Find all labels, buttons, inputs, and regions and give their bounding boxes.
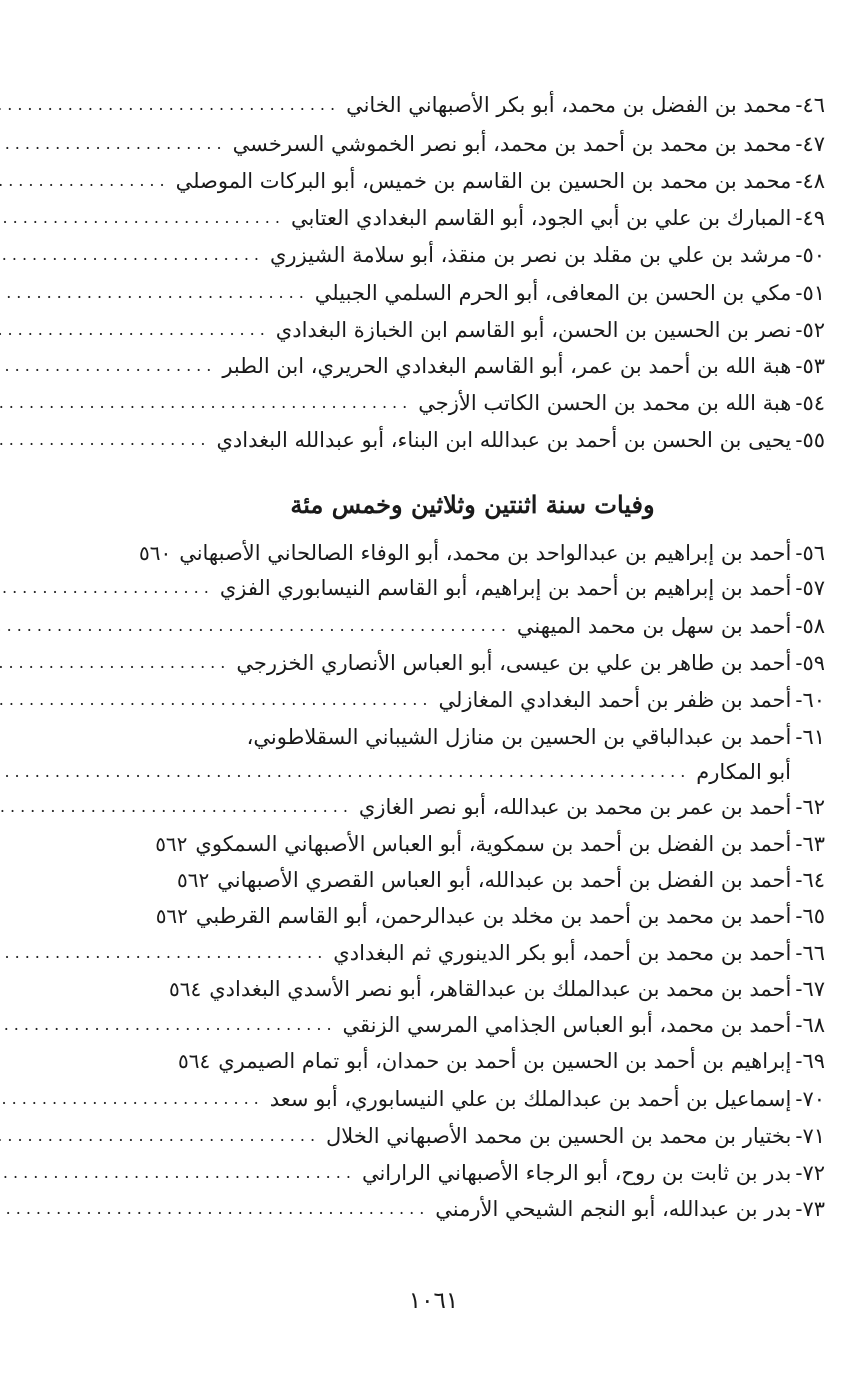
entry-number: ٥٩-: [795, 651, 825, 675]
entry-text: محمد بن محمد بن أحمد بن محمد، أبو نصر الخموشي السرخسي: [232, 132, 792, 156]
entry-number: ٦٢-: [795, 795, 825, 819]
entry-row: [80, 1044, 825, 1078]
entry-number: ٦٦-: [795, 941, 825, 965]
entry-row: [80, 349, 825, 383]
entry-text: أحمد بن عمر بن محمد بن عبدالله، أبو نصر الغازي: [358, 795, 792, 819]
leader-dots: [0, 358, 216, 374]
leader-dots: [0, 322, 270, 338]
entry-row: [80, 164, 825, 198]
entry-text: أحمد بن محمد، أبو العباس الجذامي المرسي الزنقي: [342, 1013, 792, 1037]
entry-number: ٦١-: [795, 725, 825, 749]
entry-number: ٦٨-: [795, 1013, 825, 1037]
leader-dots: [0, 764, 690, 780]
entry-row-continuation: [80, 755, 825, 789]
entry-number: ٦٥-: [795, 904, 825, 928]
entry-text: أحمد بن الفضل بن أحمد بن عبدالله، أبو العباس القصري الأصبهاني: [217, 868, 792, 892]
entry-text: أحمد بن سهل بن محمد الميهني: [516, 614, 792, 638]
entry-page: ٥٦٤: [178, 1049, 211, 1073]
leader-dots: [0, 97, 340, 113]
entry-row: [80, 646, 825, 680]
entry-text: أحمد بن الفضل بن أحمد بن سمكوية، أبو العباس الأصبهاني السمكوي: [195, 832, 792, 856]
entry-row: [80, 972, 825, 1006]
entry-text: بختيار بن محمد بن الحسين بن محمد الأصبهاني الخلال: [326, 1124, 792, 1148]
entry-number: ٦٩-: [795, 1049, 825, 1073]
leader-dots: [0, 1128, 320, 1144]
entry-number: ٥٣-: [795, 354, 825, 378]
leader-dots: [0, 432, 211, 448]
entry-number: ٥١-: [795, 281, 825, 305]
entry-page: ٥٦٠: [138, 541, 172, 565]
leader-dots: [0, 395, 412, 411]
entry-number: ٧١-: [795, 1124, 825, 1148]
entry-row: [80, 790, 825, 824]
entry-page: ٥٦٢: [177, 868, 210, 892]
entry-number: ٥٢-: [795, 318, 825, 342]
leader-dots: [0, 136, 227, 152]
section-heading: [80, 490, 825, 519]
entry-number: ٥٧-: [795, 576, 825, 600]
entry-row: [80, 238, 825, 272]
entry-text: أحمد بن محمد بن أحمد، أبو بكر الدينوري ثم البغدادي: [333, 941, 792, 965]
entry-text: نصر بن الحسين بن الحسن، أبو القاسم ابن الخبازة البغدادي: [275, 318, 792, 342]
leader-dots: [0, 210, 285, 226]
entry-row: [80, 827, 825, 861]
entry-text: بدر بن عبدالله، أبو النجم الشيحي الأرمني: [435, 1197, 792, 1221]
leader-dots: [0, 1091, 264, 1107]
entry-row: [80, 1119, 825, 1153]
entry-text: أحمد بن عبدالباقي بن الحسين بن منازل الشيباني السقلاطوني،: [246, 725, 792, 749]
leader-dots: [0, 692, 432, 708]
entry-number: ٤٦-: [795, 93, 825, 117]
entry-number: ٤٩-: [795, 206, 825, 230]
entry-row: [80, 899, 825, 933]
entry-number: ٦٣-: [795, 832, 825, 856]
entry-text: يحيى بن الحسن بن أحمد بن عبدالله ابن البناء، أبو عبدالله البغدادي: [216, 428, 792, 452]
entry-number: ٥٠-: [795, 243, 825, 267]
entry-page: ٥٦٤: [169, 977, 202, 1001]
leader-dots: [0, 799, 353, 815]
entry-number: ٦٧-: [795, 977, 825, 1001]
entry-number: ٧٠-: [795, 1087, 825, 1111]
leader-dots: [0, 945, 327, 961]
entry-text: أحمد بن إبراهيم بن أحمد بن إبراهيم، أبو القاسم النيسابوري الفزي: [219, 576, 792, 600]
entry-page: ٥٦٢: [155, 832, 188, 856]
entry-text: هبة الله بن محمد بن الحسن الكاتب الأزجي: [418, 391, 792, 415]
section-heading-text: وفيات سنة اثنتين وثلاثين وخمس مئة: [290, 490, 655, 519]
entry-row: [80, 276, 825, 310]
entry-text: مرشد بن علي بن مقلد بن نصر بن منقذ، أبو سلامة الشيزري: [270, 243, 792, 267]
leader-dots: [0, 173, 170, 189]
entry-row: [80, 683, 825, 717]
entry-row: [80, 386, 825, 420]
entry-text: إسماعيل بن أحمد بن عبدالملك بن علي النيسابوري، أبو سعد: [269, 1087, 792, 1111]
entry-number: ٦٤-: [795, 868, 825, 892]
entry-text: محمد بن محمد بن الحسين بن القاسم بن خميس، أبو البركات الموصلي: [175, 169, 792, 193]
leader-dots: [0, 1165, 356, 1181]
entry-row: [80, 127, 825, 161]
entry-row: [80, 1008, 825, 1042]
entry-text: أحمد بن محمد بن أحمد بن مخلد بن عبدالرحمن، أبو القاسم القرطبي: [195, 904, 792, 928]
entry-row: [80, 536, 825, 570]
entry-row: [80, 571, 825, 605]
leader-dots: [0, 618, 511, 634]
entry-text: أحمد بن إبراهيم بن عبدالواحد بن محمد، أبو الوفاء الصالحاني الأصبهاني: [179, 541, 792, 565]
entry-number: ٥٤-: [795, 391, 825, 415]
entry-row: [80, 863, 825, 897]
entry-text: محمد بن الفضل بن محمد، أبو بكر الأصبهاني الخاني: [346, 93, 792, 117]
entry-row: [80, 1082, 825, 1116]
entry-text: بدر بن ثابت بن روح، أبو الرجاء الأصبهاني الراراني: [361, 1161, 792, 1185]
entry-number: ٤٨-: [795, 169, 825, 193]
entry-number: ٧٣-: [795, 1197, 825, 1221]
entry-text: هبة الله بن أحمد بن عمر، أبو القاسم البغدادي الحريري، ابن الطبر: [222, 354, 792, 378]
entry-row: [80, 201, 825, 235]
leader-dots: [0, 285, 309, 301]
entry-text: أحمد بن طاهر بن علي بن عيسى، أبو العباس الأنصاري الخزرجي: [236, 651, 792, 675]
entry-row: [80, 936, 825, 970]
entry-number: ٤٧-: [795, 132, 825, 156]
entry-text: مكي بن الحسن بن المعافى، أبو الحرم السلمي الجبيلي: [314, 281, 792, 305]
entry-text: إبراهيم بن أحمد بن الحسين بن أحمد بن حمدان، أبو تمام الصيمري: [218, 1049, 792, 1073]
leader-dots: [0, 1017, 337, 1033]
entry-number: ٧٢-: [795, 1161, 825, 1185]
entry-number: ٥٥-: [795, 428, 825, 452]
entry-text: المبارك بن علي بن أبي الجود، أبو القاسم البغدادي العتابي: [290, 206, 792, 230]
entry-row: [80, 423, 825, 457]
entry-number: ٦٠-: [795, 688, 825, 712]
entry-row: [80, 88, 825, 122]
entry-text: أحمد بن ظفر بن أحمد البغدادي المغازلي: [438, 688, 792, 712]
entry-number: ٥٨-: [795, 614, 825, 638]
entry-page: ٥٦٢: [155, 904, 188, 928]
leader-dots: [0, 247, 264, 263]
entry-row: [80, 1156, 825, 1190]
entry-row: [80, 720, 825, 754]
entry-row: [80, 313, 825, 347]
entry-text: أحمد بن محمد بن عبدالملك بن عبدالقاهر، أبو نصر الأسدي البغدادي: [209, 977, 792, 1001]
entry-row: [80, 1192, 825, 1226]
entry-text: أبو المكارم: [696, 760, 791, 784]
leader-dots: [0, 580, 214, 596]
page-number: ١٠٦١: [408, 1288, 459, 1314]
leader-dots: [0, 655, 230, 671]
leader-dots: [0, 1201, 429, 1217]
entry-number: ٥٦-: [795, 541, 825, 565]
entry-row: [80, 609, 825, 643]
